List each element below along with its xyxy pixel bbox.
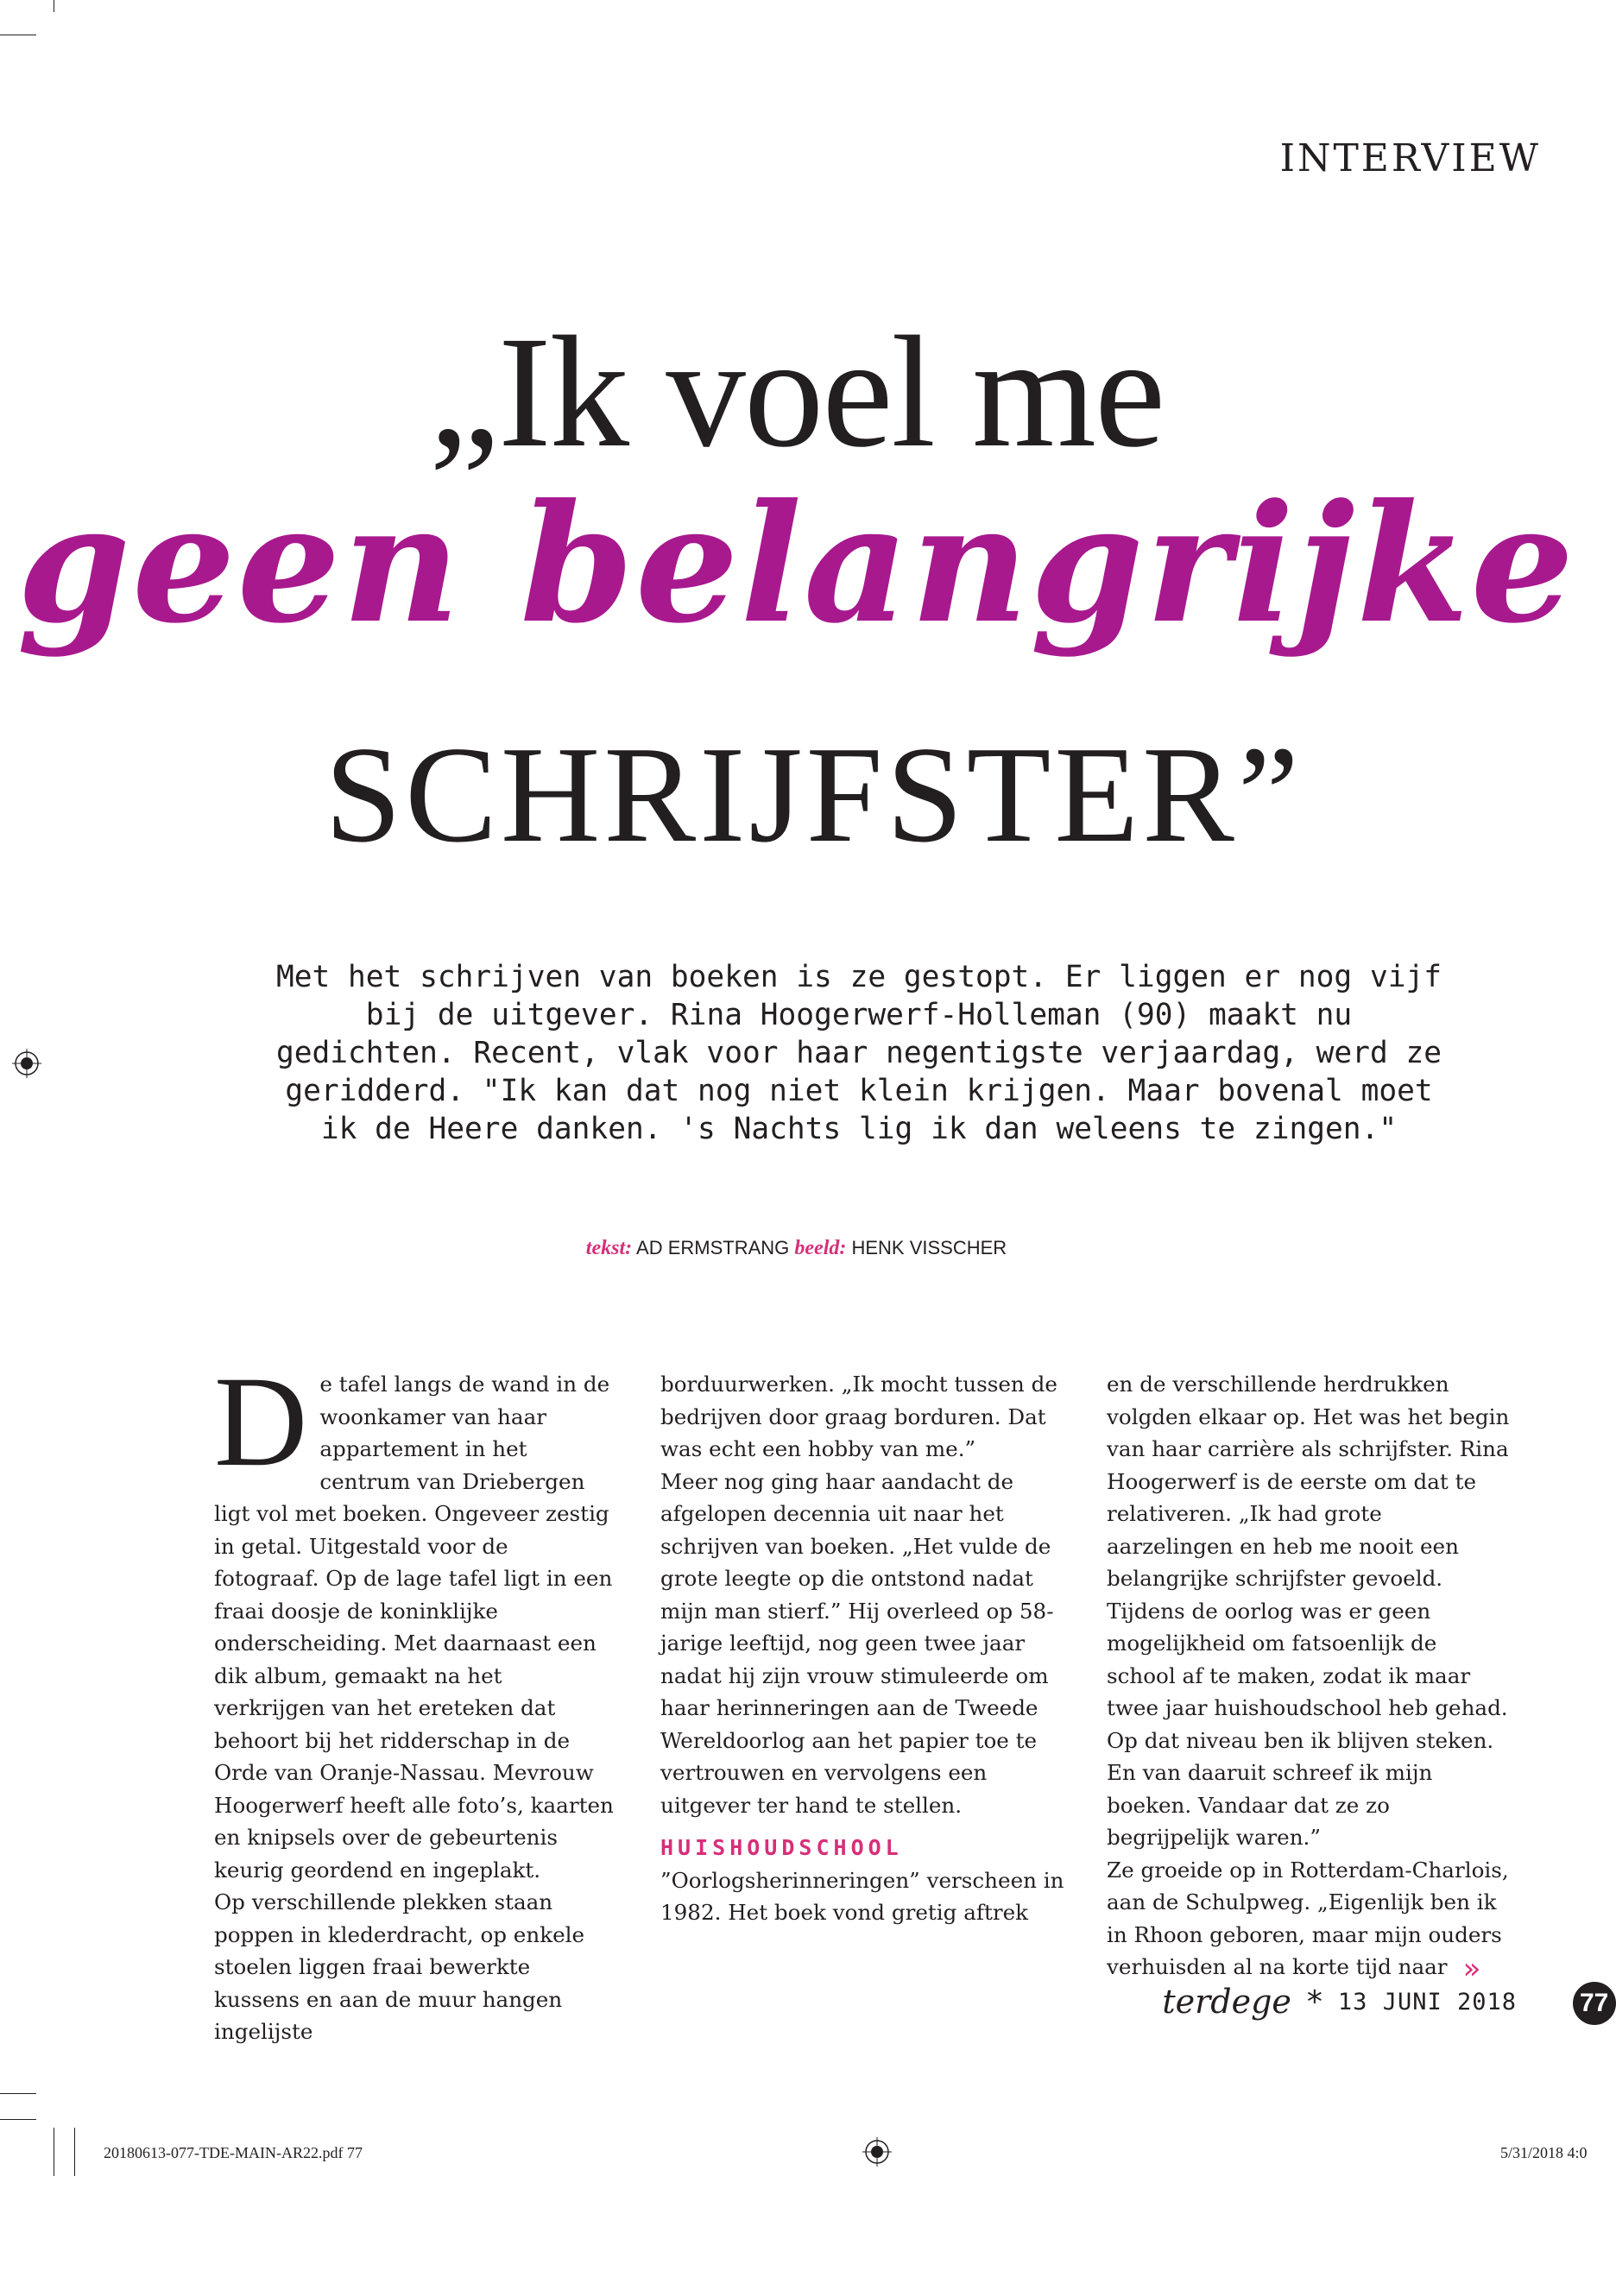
registration-mark-icon [12,1049,41,1078]
issue-date: 13 JUNI 2018 [1337,1988,1517,2015]
body-paragraph: borduurwerken. „Ik mocht tussen de bedrijven door graag borduren. Dat was echt een hobby van me.” [660,1372,1057,1461]
text-credit-author: AD ERMSTRANG [636,1237,790,1258]
headline-line-2: geen belangrijke [16,469,1576,659]
body-paragraph [1107,1854,1511,1984]
text-credit-label: tekst: [585,1237,633,1259]
registration-mark-icon [862,2137,892,2167]
body-paragraph-text: Ze groeide op in Rotterdam-Charlois, aan de Schulpweg. „Eigenlijk ben ik in Rhoon geboren, maar mijn ouders verhuisden al na korte tijd naar [1107,1857,1509,1979]
print-slug-left: 20180613-077-TDE-MAIN-AR22.pdf 77 [104,2144,363,2161]
headline-line-1: „Ik voel me [428,304,1165,481]
body-paragraph: e tafel langs de wand in de woonkamer van haar appartement in het centrum van Driebergen ligt vol met boeken. Ongeveer zestig in getal. Uitgestald voor de fotograaf. Op de lage tafel ligt in een fraai doosje de koninklijke onderscheiding. Met daarnaast een dik album, gemaakt na het verkrijgen van het ereteken dat behoort bij het ridderschap in de Orde van Oranje-Nassau. Mevrouw Hoogerwerf heeft alle foto’s, kaarten en knipsels over de gebeurtenis keurig geordend en ingeplakt. [214,1372,614,1883]
article-column-2 [660,1368,1064,1929]
magazine-logo: terdege [1162,1983,1291,2021]
headline-line-3: SCHRIJFSTER” [325,717,1303,871]
print-slug-right: 5/31/2018 4:0 [1500,2144,1588,2161]
separator-star-icon: * [1306,1984,1322,2020]
intro-paragraph: Met het schrijven van boeken is ze gestopt. Er liggen er nog vijf bij de uitgever. Rina Hoogerwerf-Holleman (90) maakt nu gedichten. Recent, vlak voor haar negentigste verjaardag, werd ze geridderd. "Ik kan dat nog niet klein krijgen. Maar bovenal moet ik de Heere danken. 's Nachts lig ik dan weleens te zingen." [275,960,1442,1146]
image-credit-author: HENK VISSCHER [851,1237,1007,1258]
crop-mark [0,2093,36,2094]
byline [0,1237,1593,1260]
crop-mark [0,2119,36,2120]
page-number: 77 [1573,1982,1616,2025]
continue-arrow-icon: » [1462,1951,1481,1986]
image-credit-label: beeld: [794,1237,847,1259]
page-footer [1162,1983,1517,2021]
body-paragraph: Op verschillende plekken staan poppen in klederdracht, op enkele stoelen liggen fraai bewerkte kussens en aan de muur hangen ingelijste [214,1889,585,2044]
body-paragraph: Meer nog ging haar aandacht de afgelopen decennia uit naar het schrijven van boeken. „Het vulde de grote leegte op die ontstond nadat mijn man stierf.” Hij overleed op 58-jarige leeftijd, nog geen twee jaar nadat hij zijn vrouw stimuleerde om haar herinneringen aan de Tweede Wereldoorlog aan het papier toe te vertrouwen en vervolgens een uitgever ter hand te stellen. [660,1468,1054,1818]
crop-mark [74,2128,75,2176]
drop-cap: D [214,1350,308,1493]
section-label: INTERVIEW [1279,136,1541,180]
article-column-3 [1107,1368,1511,1984]
article-column-1 [214,1350,618,2048]
body-paragraph: ”Oorlogsherinneringen” verscheen in 1982. Het boek vond gretig aftrek [660,1867,1064,1925]
body-paragraph: en de verschillende herdrukken volgden elkaar op. Het was het begin van haar carrière als schrijfster. Rina Hoogerwerf is de eerste om dat te relativeren. „Ik had grote aarzelingen en heb me nooit een belangrijke schrijfster gevoeld. Tijdens de oorlog was er geen mogelijkheid om fatsoenlijk de school af te maken, zodat ik maar twee jaar huishoudschool heb gehad. Op dat niveau ben ik blijven steken. En van daaruit schreef ik mijn boeken. Vandaar dat ze zo begrijpelijk waren.” [1107,1372,1510,1850]
subheading: HUISHOUDSCHOOL [660,1835,903,1860]
